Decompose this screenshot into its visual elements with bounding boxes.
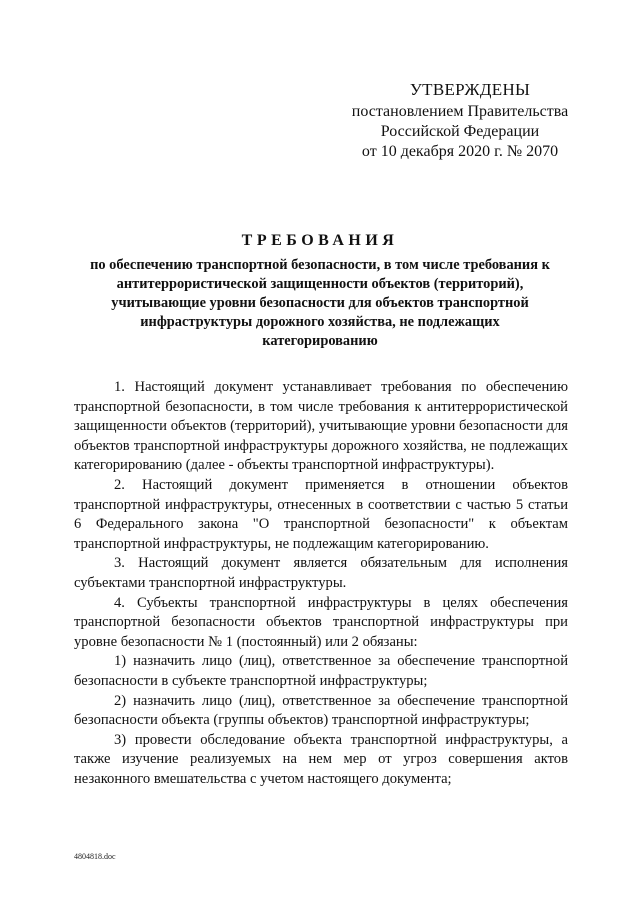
approval-line: постановлением Правительства [351, 103, 569, 120]
document-title: ТРЕБОВАНИЯ [241, 232, 399, 249]
paragraph-2: 2. Настоящий документ применяется в отношении объектов транспортной инфраструктуры, отнесенных в соответствии с частью 5 статьи 6 Федерального закона "О транспортной безопасности" к объектам транспортной инфраструктуры, не подлежащим категорированию. [74, 476, 568, 552]
subtitle-line: учитывающие уровни безопасности для объектов транспортной [111, 295, 529, 311]
document-body [74, 378, 568, 789]
subitem-3: 3) провести обследование объекта транспортной инфраструктуры, а также изучение реализуемых на нем мер от угроз совершения актов незаконного вмешательства с учетом настоящего документа; [74, 731, 568, 787]
paragraph-3: 3. Настоящий документ является обязательным для исполнения субъектами транспортной инфраструктуры. [74, 555, 568, 591]
document-subtitle [70, 256, 570, 351]
approval-heading: УТВЕРЖДЕНЫ [409, 80, 531, 99]
subtitle-line: категорированию [262, 333, 378, 349]
subtitle-line: инфраструктуры дорожного хозяйства, не подлежащих [140, 314, 500, 330]
file-reference: 4804818.doc [74, 852, 116, 861]
subtitle-line: по обеспечению транспортной безопасности, в том числе требования к [90, 257, 550, 273]
approval-stamp [340, 80, 580, 162]
subitem-2: 2) назначить лицо (лиц), ответственное за обеспечение транспортной безопасности объекта (группы объектов) транспортной инфраструктуры; [74, 692, 568, 729]
subtitle-line: антитеррористической защищенности объектов (территорий), [116, 276, 524, 292]
paragraph-4: 4. Субъекты транспортной инфраструктуры в целях обеспечения транспортной безопасности объектов транспортной инфраструктуры при уровне безопасности № 1 (постоянный) или 2 обязаны: [74, 594, 568, 650]
subitem-1: 1) назначить лицо (лиц), ответственное за обеспечение транспортной безопасности в субъекте транспортной инфраструктуры; [74, 653, 568, 689]
paragraph-1: 1. Настоящий документ устанавливает требования по обеспечению транспортной безопасности, в том числе требования к антитеррористической защищенности объектов (территорий), учитывающие уровни безопасности для объектов транспортной инфраструктуры дорожного хозяйства, не подлежащих категорированию (далее - объекты транспортной инфраструктуры). [74, 379, 568, 474]
approval-line: от 10 декабря 2020 г. № 2070 [361, 143, 559, 160]
approval-line: Российской Федерации [380, 123, 540, 140]
